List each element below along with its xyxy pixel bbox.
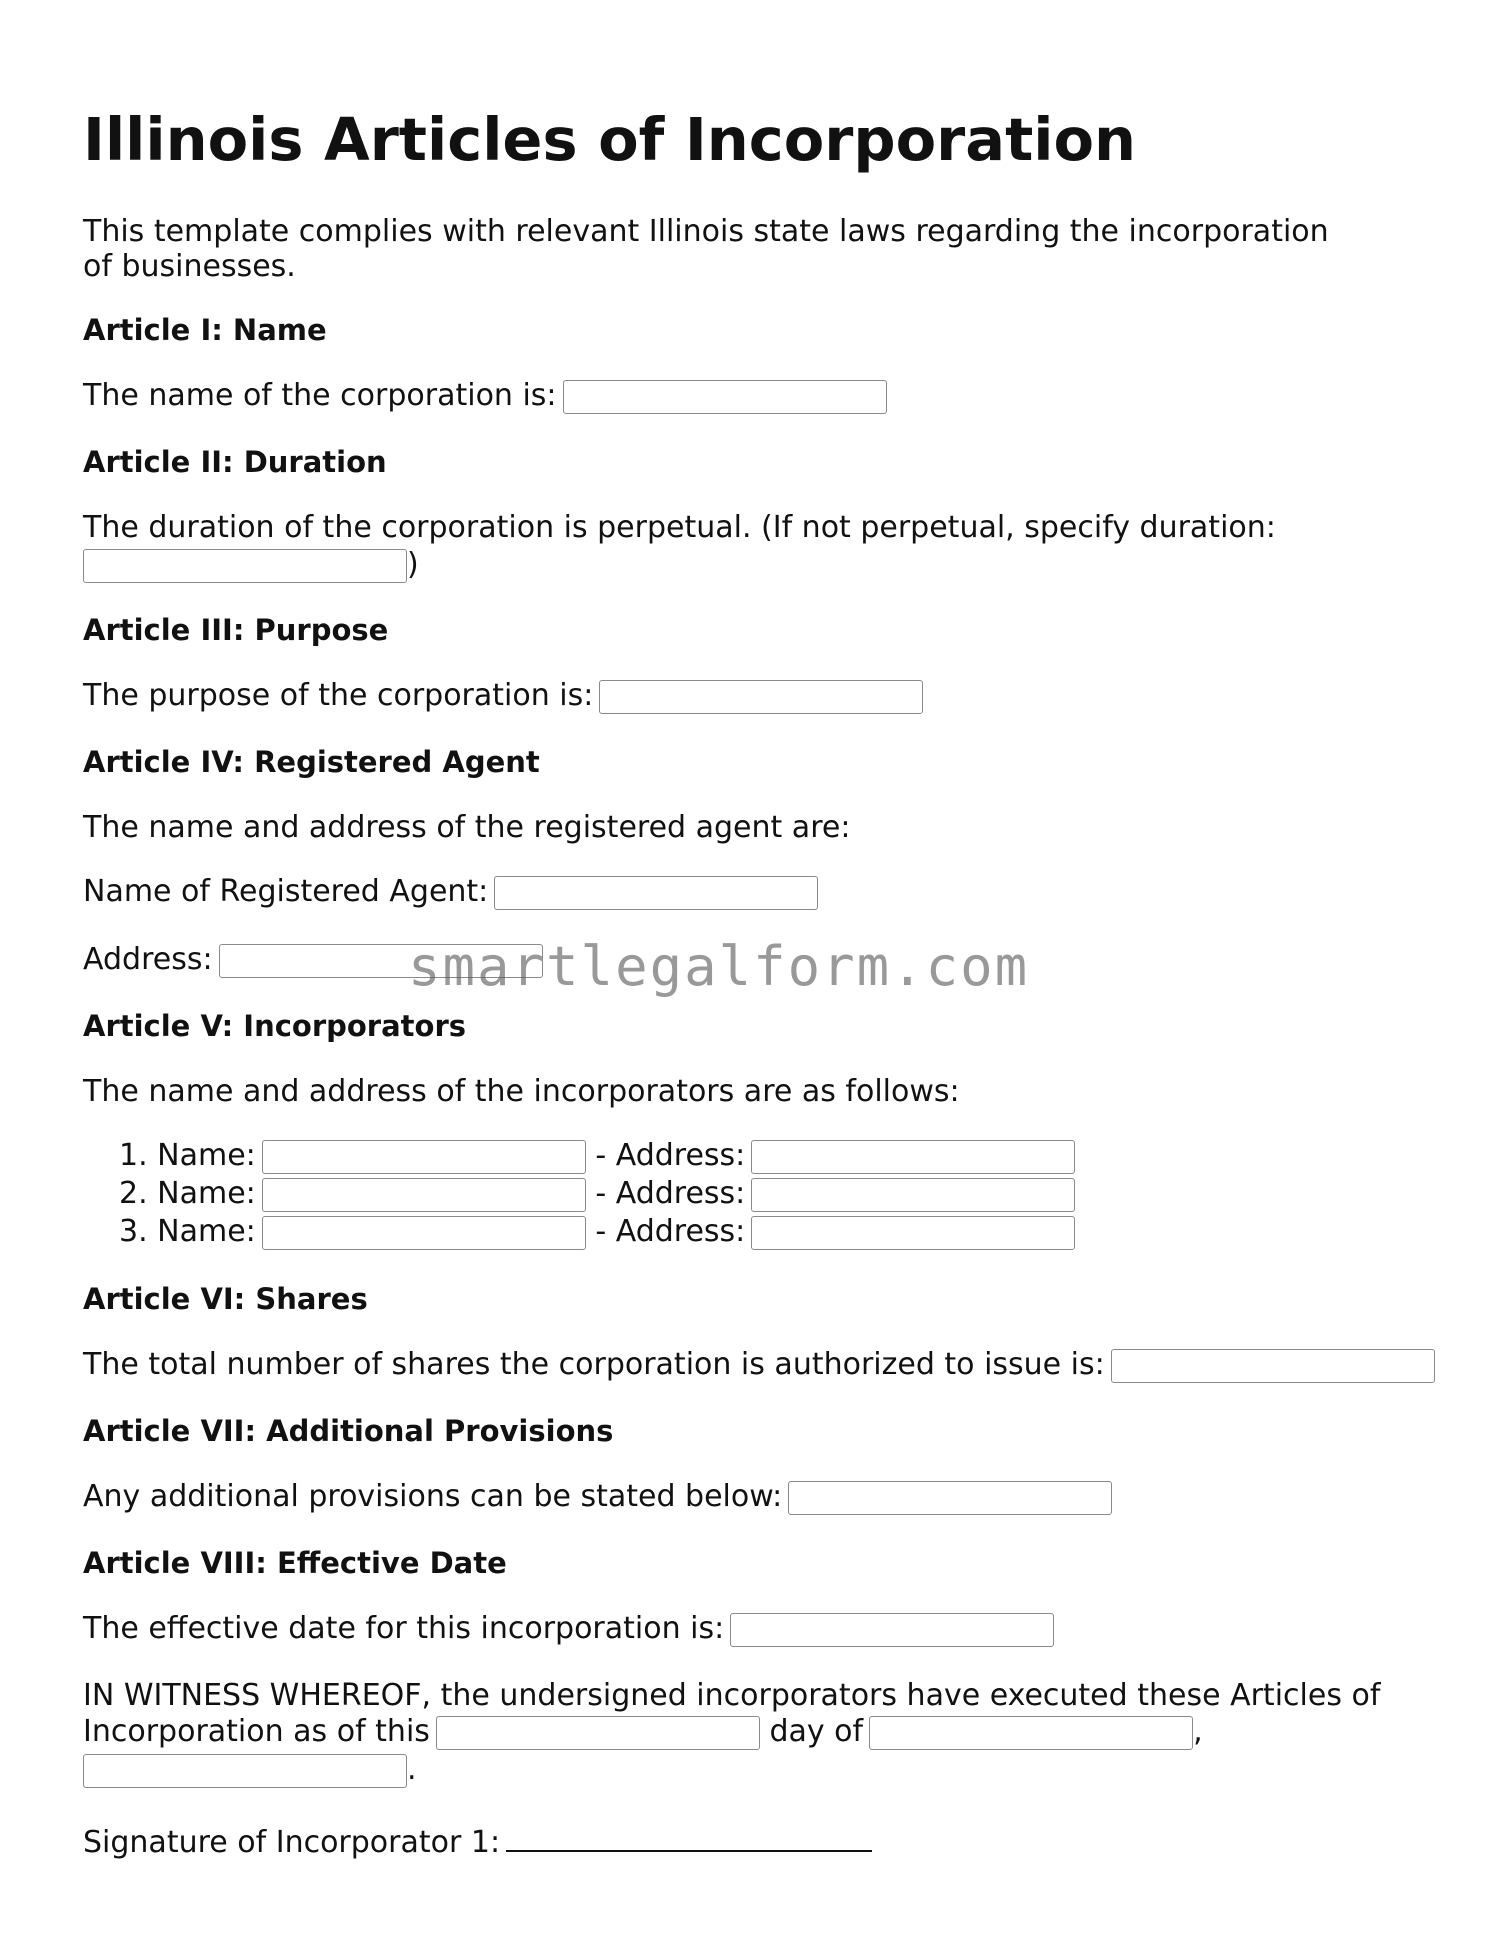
duration-text: The duration of the corporation is perpetual. (If not perpetual, specify duration: <box>83 510 1276 545</box>
effective-date-label: The effective date for this incorporation is: <box>83 1611 725 1646</box>
purpose-label: The purpose of the corporation is: <box>83 678 594 713</box>
signature-line[interactable] <box>506 1820 872 1852</box>
article-1-heading: Article I: Name <box>83 313 327 347</box>
effective-date-input[interactable] <box>730 1613 1054 1647</box>
article-8-row <box>83 1611 1054 1647</box>
incorporator-address-label: - Address: <box>595 1138 746 1173</box>
incorporators-text: The name and address of the incorporators are as follows: <box>83 1074 960 1109</box>
incorporator-name-label: Name: <box>157 1176 256 1211</box>
article-4-heading: Article IV: Registered Agent <box>83 745 540 779</box>
witness-day-label: Incorporation as of this <box>83 1714 430 1749</box>
additional-provisions-label: Any additional provisions can be stated below: <box>83 1479 783 1514</box>
incorporator-2-name-input[interactable] <box>262 1178 586 1212</box>
purpose-input[interactable] <box>599 680 923 714</box>
incorporator-1-address-input[interactable] <box>751 1140 1075 1174</box>
incorporator-3-name-input[interactable] <box>262 1216 586 1250</box>
witness-year-input[interactable] <box>83 1754 407 1788</box>
article-2-heading: Article II: Duration <box>83 445 387 479</box>
incorporator-address-label: - Address: <box>595 1214 746 1249</box>
incorporator-number: 2. <box>119 1176 148 1211</box>
shares-input[interactable] <box>1111 1349 1435 1383</box>
duration-close-paren: ) <box>407 547 419 582</box>
incorporator-row <box>83 1175 1075 1213</box>
incorporator-row <box>83 1213 1075 1251</box>
incorporator-2-address-input[interactable] <box>751 1178 1075 1212</box>
article-8-heading: Article VIII: Effective Date <box>83 1546 507 1580</box>
witness-month-label: day of <box>769 1714 864 1749</box>
registered-agent-text: The name and address of the registered agent are: <box>83 810 851 845</box>
registered-agent-address-label: Address: <box>83 942 213 977</box>
incorporator-name-label: Name: <box>157 1138 256 1173</box>
witness-month-input[interactable] <box>869 1716 1193 1750</box>
watermark: smartlegalform.com <box>408 935 1030 998</box>
incorporator-number: 1. <box>119 1138 148 1173</box>
article-1-row <box>83 378 887 414</box>
page-title: Illinois Articles of Incorporation <box>83 105 1137 174</box>
additional-provisions-input[interactable] <box>788 1481 1112 1515</box>
incorporator-address-label: - Address: <box>595 1176 746 1211</box>
registered-agent-name-row <box>83 874 818 910</box>
incorporator-1-name-input[interactable] <box>262 1140 586 1174</box>
witness-comma: , <box>1193 1714 1203 1749</box>
corporation-name-label: The name of the corporation is: <box>83 378 557 413</box>
witness-day-input[interactable] <box>436 1716 760 1750</box>
duration-row <box>83 547 419 583</box>
corporation-name-input[interactable] <box>563 380 887 414</box>
duration-input[interactable] <box>83 549 407 583</box>
shares-label: The total number of shares the corporation is authorized to issue is: <box>83 1347 1105 1382</box>
article-5-heading: Article V: Incorporators <box>83 1009 467 1043</box>
article-6-heading: Article VI: Shares <box>83 1282 368 1316</box>
incorporator-3-address-input[interactable] <box>751 1216 1075 1250</box>
article-7-row <box>83 1479 1112 1515</box>
intro-text: This template complies with relevant Illinois state laws regarding the incorporation of businesses. <box>83 214 1329 284</box>
article-3-row <box>83 678 923 714</box>
incorporator-row <box>83 1137 1075 1175</box>
registered-agent-name-label: Name of Registered Agent: <box>83 874 489 909</box>
witness-line-3 <box>83 1752 417 1788</box>
article-3-heading: Article III: Purpose <box>83 613 389 647</box>
witness-line-2 <box>83 1714 1203 1750</box>
witness-line-1: IN WITNESS WHEREOF, the undersigned incorporators have executed these Articles of <box>83 1678 1381 1713</box>
incorporator-number: 3. <box>119 1214 148 1249</box>
incorporator-name-label: Name: <box>157 1214 256 1249</box>
article-6-row <box>83 1347 1435 1383</box>
witness-period: . <box>407 1752 417 1787</box>
signature-row <box>83 1820 872 1861</box>
registered-agent-name-input[interactable] <box>494 876 818 910</box>
incorporators-list <box>83 1137 1075 1251</box>
signature-label: Signature of Incorporator 1: <box>83 1825 501 1860</box>
article-7-heading: Article VII: Additional Provisions <box>83 1414 614 1448</box>
